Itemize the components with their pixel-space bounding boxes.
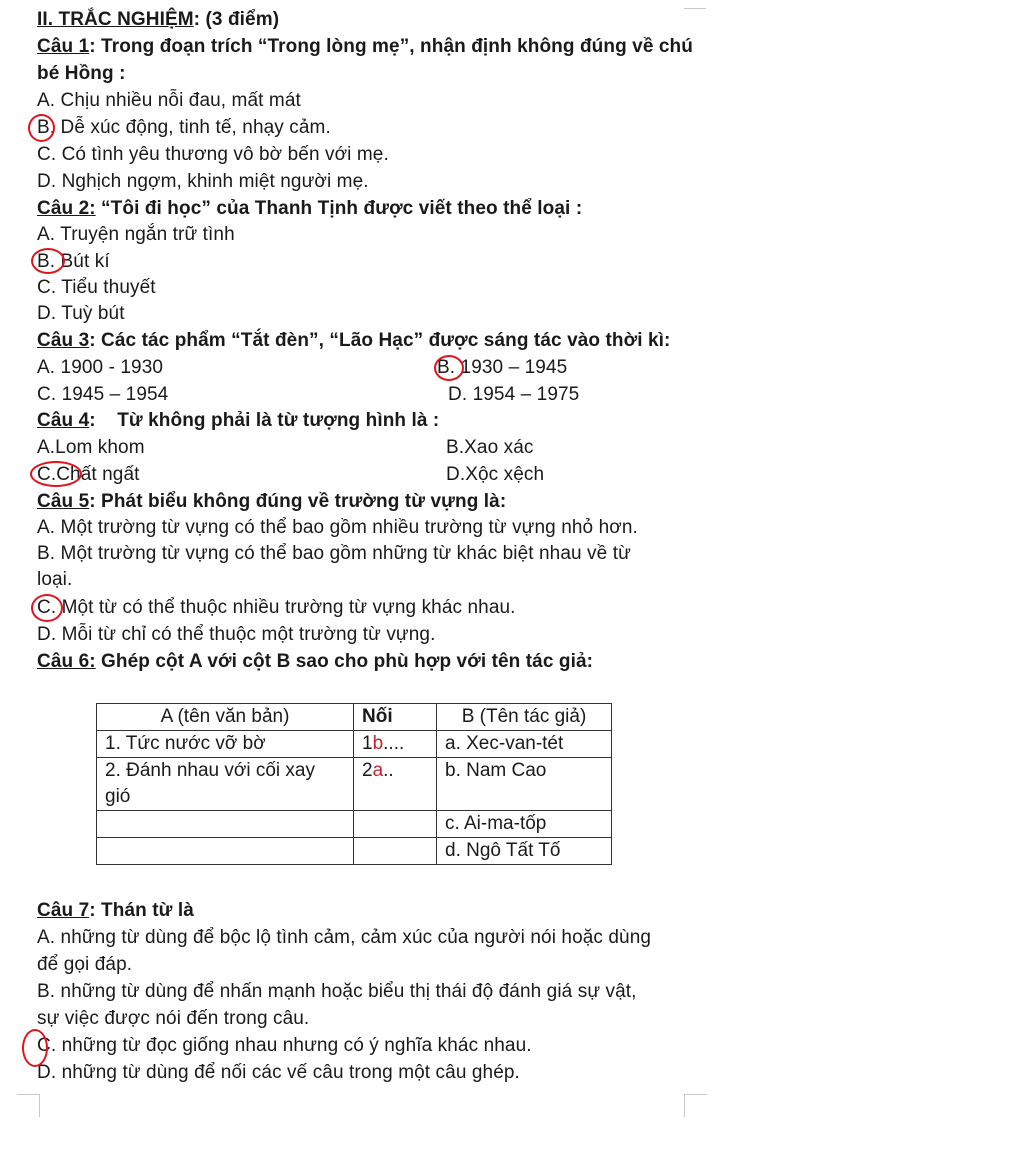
section-heading: [37, 7, 279, 33]
question-7-option-a-cont: để gọi đáp.: [37, 954, 133, 975]
question-7-option-b-cont: sự việc được nói đến trong câu.: [37, 1008, 310, 1029]
cell-number: 2: [362, 760, 373, 781]
cell-dots: ....: [383, 733, 405, 754]
answer-circle-mark: [434, 355, 464, 381]
page-corner-mark: [684, 0, 706, 9]
question-1-prompt-cont: bé Hồng :: [37, 63, 126, 84]
table-header: Nối: [354, 704, 437, 731]
question-5-option-a: A. Một trường từ vựng có thể bao gồm nhiều trường từ vựng nhỏ hơn.: [37, 517, 638, 538]
question-5-option-c: C. Một từ có thể thuộc nhiều trường từ vựng khác nhau.: [37, 597, 516, 618]
question-2-option-a: A. Truyện ngắn trữ tình: [37, 224, 235, 245]
question-4-option-b: B.Xao xác: [446, 437, 534, 458]
table-cell: [354, 731, 437, 758]
question-7-prompt: [37, 898, 194, 924]
question-text: : Trong đoạn trích “Trong lòng mẹ”, nhận định không đúng về chú: [89, 36, 693, 57]
question-3-options-row2: [37, 382, 737, 408]
question-2-option-b: B. Bút kí: [37, 251, 110, 272]
page-corner-mark: [17, 1094, 40, 1117]
question-3-option-d: D. 1954 – 1975: [448, 384, 580, 405]
answer-circle-mark: [31, 594, 63, 622]
question-1-option-c: C. Có tình yêu thương vô bờ bến với mẹ.: [37, 144, 389, 165]
table-header: A (tên văn bản): [97, 704, 354, 731]
answer-circle-mark: [22, 1029, 48, 1067]
table-row: [97, 731, 612, 758]
table-row: [97, 811, 612, 838]
cell-dots: ..: [383, 760, 394, 781]
question-3-options-row1: [37, 355, 737, 381]
question-label: Câu 4: [37, 410, 90, 431]
question-2-option-d: D. Tuỳ bút: [37, 303, 125, 324]
question-7-option-a: A. những từ dùng để bộc lộ tình cảm, cảm xúc của người nói hoặc dùng: [37, 927, 652, 948]
question-1-option-d: D. Nghịch ngợm, khinh miệt người mẹ.: [37, 171, 369, 192]
question-4-options-row1: [37, 435, 737, 461]
table-cell: [354, 758, 437, 811]
question-5-prompt: [37, 489, 506, 515]
question-4-option-a: A.Lom khom: [37, 437, 145, 458]
question-7-option-c: C. những từ đọc giống nhau nhưng có ý nghĩa khác nhau.: [37, 1035, 532, 1056]
question-2-prompt: [37, 196, 582, 222]
question-5-option-b-cont: loại.: [37, 569, 73, 590]
handwritten-answer: b: [372, 733, 384, 754]
answer-circle-mark: [28, 114, 55, 142]
question-1-prompt: [37, 34, 693, 60]
question-1-option-b: B. Dễ xúc động, tinh tế, nhạy cảm.: [37, 117, 331, 138]
question-label: Câu 7: [37, 900, 90, 921]
question-6-prompt: [37, 649, 593, 675]
table-cell: d. Ngô Tất Tố: [437, 838, 612, 865]
question-1-option-a: A. Chịu nhiều nỗi đau, mất mát: [37, 90, 301, 111]
table-cell: [354, 811, 437, 838]
matching-table: [96, 703, 612, 865]
question-text: Ghép cột A với cột B sao cho phù hợp với tên tác giả:: [95, 651, 594, 672]
section-title: II. TRẮC NGHIỆM: [37, 9, 194, 30]
answer-circle-mark: [30, 461, 82, 487]
question-text: : Thán từ là: [89, 900, 194, 921]
table-cell: a. Xec-van-tét: [437, 731, 612, 758]
cell-text: 2. Đánh nhau với cối xay: [105, 760, 315, 781]
question-3-option-a: A. 1900 - 1930: [37, 357, 164, 378]
section-points: : (3 điểm): [193, 9, 280, 30]
table-header-row: [97, 704, 612, 731]
table-cell: c. Ai-ma-tốp: [437, 811, 612, 838]
question-text: : Các tác phẩm “Tắt đèn”, “Lão Hạc” được sáng tác vào thời kì:: [89, 330, 671, 351]
question-text: : Từ không phải là từ tượng hình là :: [89, 410, 440, 431]
answer-circle-mark: [31, 248, 65, 274]
cell-number: 1: [362, 733, 373, 754]
table-cell: [97, 838, 354, 865]
question-5-option-d: D. Mỗi từ chỉ có thể thuộc một trường từ vựng.: [37, 624, 436, 645]
question-3-option-c: C. 1945 – 1954: [37, 384, 169, 405]
question-4-options-row2: [37, 462, 737, 488]
question-4-prompt: [37, 408, 439, 434]
question-4-option-d: D.Xộc xệch: [446, 464, 545, 485]
question-label: Câu 6:: [37, 651, 96, 672]
table-row: [97, 758, 612, 811]
question-label: Câu 1: [37, 36, 90, 57]
question-4-option-c: C.Chất ngất: [37, 464, 140, 485]
cell-text-cont: gió: [105, 786, 131, 807]
handwritten-answer: a: [372, 760, 384, 781]
table-cell: [354, 838, 437, 865]
question-label: Câu 2:: [37, 198, 96, 219]
question-text: “Tôi đi học” của Thanh Tịnh được viết theo thể loại :: [95, 198, 583, 219]
question-label: Câu 5: [37, 491, 90, 512]
question-3-option-b: B. 1930 – 1945: [437, 357, 568, 378]
page-corner-mark: [684, 1094, 707, 1117]
table-cell: [97, 811, 354, 838]
table-cell: b. Nam Cao: [437, 758, 612, 811]
table-cell: 1. Tức nước vỡ bờ: [97, 731, 354, 758]
table-row: [97, 838, 612, 865]
question-7-option-d: D. những từ dùng để nối các vế câu trong một câu ghép.: [37, 1062, 520, 1083]
question-3-prompt: [37, 328, 670, 354]
question-text: : Phát biểu không đúng về trường từ vựng là:: [89, 491, 507, 512]
table-cell: [97, 758, 354, 811]
question-2-option-c: C. Tiểu thuyết: [37, 277, 156, 298]
question-7-option-b: B. những từ dùng để nhấn mạnh hoặc biểu thị thái độ đánh giá sự vật,: [37, 981, 637, 1002]
table-header: B (Tên tác giả): [437, 704, 612, 731]
question-5-option-b: B. Một trường từ vựng có thể bao gồm những từ khác biệt nhau về từ: [37, 543, 631, 564]
question-label: Câu 3: [37, 330, 90, 351]
